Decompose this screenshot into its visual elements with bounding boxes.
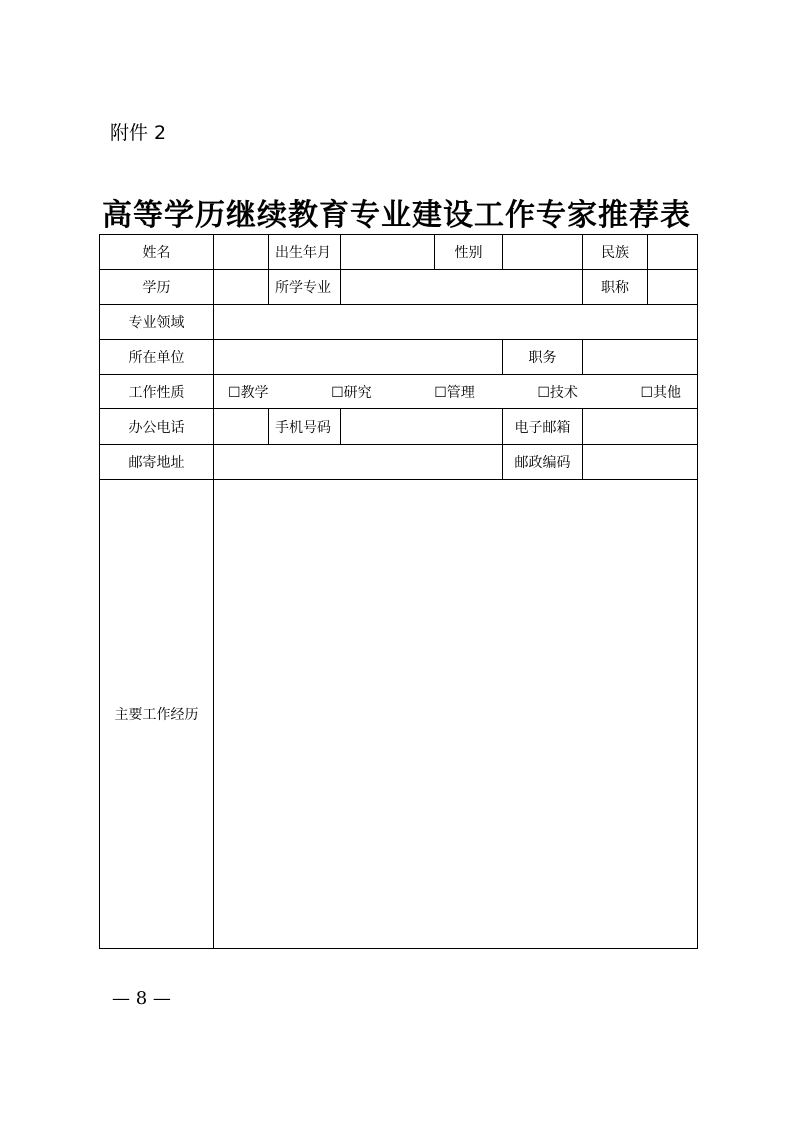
office-phone-label: 办公电话 (100, 409, 214, 445)
mobile-label: 手机号码 (269, 409, 341, 445)
field-label: 专业领域 (100, 305, 214, 340)
name-label: 姓名 (100, 235, 214, 270)
office-phone-field[interactable] (214, 409, 269, 445)
major-label: 所学专业 (269, 270, 341, 305)
address-label: 邮寄地址 (100, 445, 214, 480)
option-label: 研究 (343, 384, 372, 401)
position-label: 职务 (503, 340, 583, 375)
option-label: 教学 (240, 384, 269, 401)
employer-field[interactable] (214, 340, 503, 375)
gender-field[interactable] (503, 235, 583, 270)
employer-label: 所在单位 (100, 340, 214, 375)
row-contact (100, 409, 698, 445)
checkbox-icon[interactable]: ☐ (640, 384, 653, 401)
postcode-field[interactable] (583, 445, 698, 480)
option-label: 其他 (653, 384, 681, 401)
form-title: 高等学历继续教育专业建设工作专家推荐表 (102, 198, 691, 233)
experience-field[interactable] (214, 480, 698, 949)
title-field[interactable] (648, 270, 698, 305)
attachment-label: 附件 2 (110, 122, 167, 144)
option-label: 管理 (446, 384, 475, 401)
title-label: 职称 (583, 270, 648, 305)
option-teaching[interactable] (228, 382, 269, 402)
postcode-label: 邮政编码 (503, 445, 583, 480)
page-number: — 8 — (112, 988, 171, 1009)
option-other[interactable] (640, 382, 681, 402)
field-field[interactable] (214, 305, 698, 340)
education-label: 学历 (100, 270, 214, 305)
name-field[interactable] (214, 235, 269, 270)
option-research[interactable] (331, 382, 372, 402)
option-technical[interactable] (537, 382, 578, 402)
checkbox-icon[interactable]: ☐ (537, 384, 550, 401)
email-label: 电子邮箱 (503, 409, 583, 445)
experience-label: 主要工作经历 (100, 480, 214, 949)
checkbox-icon[interactable]: ☐ (331, 384, 344, 401)
row-field (100, 305, 698, 340)
gender-label: 性别 (435, 235, 503, 270)
option-label: 技术 (549, 384, 578, 401)
birth-label: 出生年月 (269, 235, 341, 270)
work-nature-label: 工作性质 (100, 375, 214, 409)
row-work-nature (100, 375, 698, 409)
row-experience (100, 480, 698, 949)
checkbox-icon[interactable]: ☐ (434, 384, 447, 401)
option-management[interactable] (434, 382, 475, 402)
row-address (100, 445, 698, 480)
ethnicity-label: 民族 (583, 235, 648, 270)
work-nature-options (214, 375, 698, 409)
mobile-field[interactable] (341, 409, 503, 445)
birth-field[interactable] (341, 235, 435, 270)
email-field[interactable] (583, 409, 698, 445)
row-education (100, 270, 698, 305)
ethnicity-field[interactable] (648, 235, 698, 270)
recommendation-form-table (99, 234, 698, 949)
checkbox-icon[interactable]: ☐ (228, 384, 241, 401)
major-field[interactable] (341, 270, 583, 305)
row-employer (100, 340, 698, 375)
address-field[interactable] (214, 445, 503, 480)
position-field[interactable] (583, 340, 698, 375)
education-field[interactable] (214, 270, 269, 305)
row-basic-info (100, 235, 698, 270)
